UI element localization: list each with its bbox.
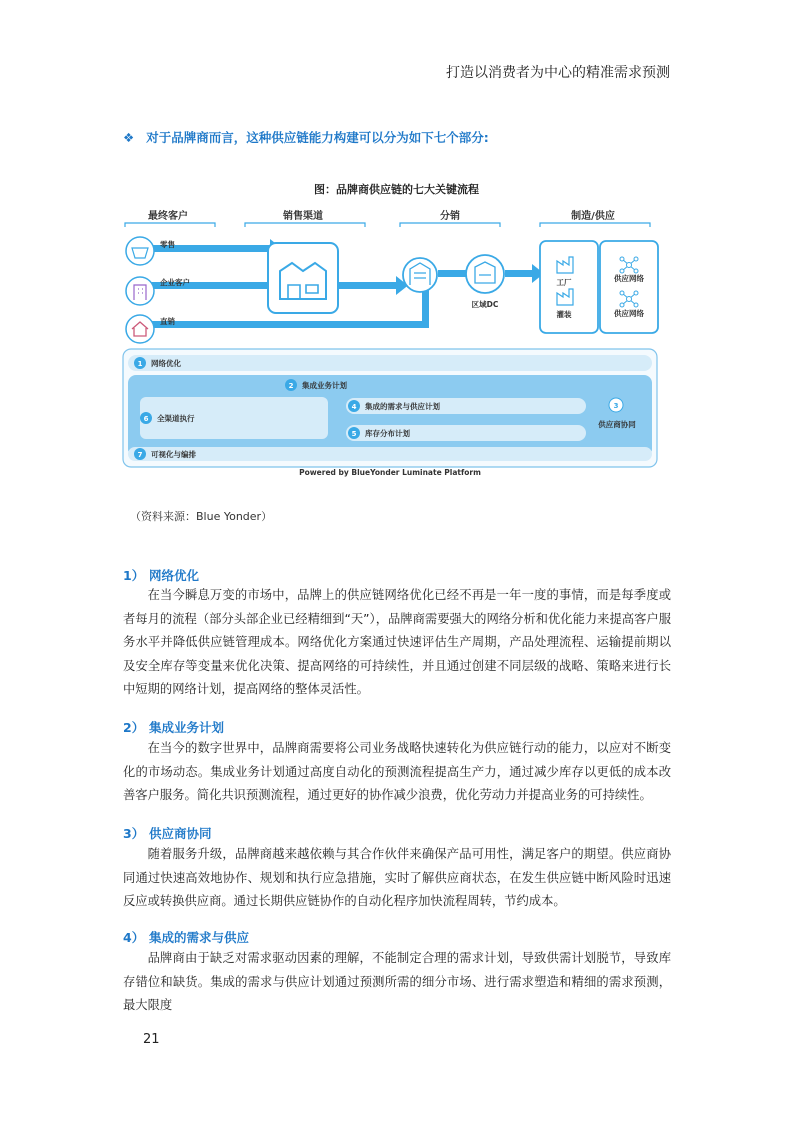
column-header: 分销 xyxy=(440,211,460,222)
process-number: 7 xyxy=(137,451,143,459)
page-number: 21 xyxy=(143,1032,160,1047)
process-label: 全渠道执行 xyxy=(157,414,195,423)
factory-label: 工厂 xyxy=(556,278,572,287)
process-number: 2 xyxy=(288,382,294,390)
sales-channel-box xyxy=(268,243,338,313)
supply-chain-diagram xyxy=(120,205,660,480)
dc-label: 区域DC xyxy=(471,300,499,309)
process-number: 5 xyxy=(351,430,357,438)
section-number: 3） xyxy=(123,826,145,841)
process-band xyxy=(128,355,652,371)
section-number: 4） xyxy=(123,930,145,945)
process-label: 集成的需求与供应计划 xyxy=(365,402,440,411)
section-title xyxy=(123,718,224,736)
figure-source: （资料来源：Blue Yonder） xyxy=(130,510,273,523)
process-label: 库存分布计划 xyxy=(365,429,410,438)
process-label: 集成业务计划 xyxy=(302,381,347,390)
process-number: 3 xyxy=(613,402,619,410)
distribution xyxy=(403,255,504,309)
process-label: 供应商协同 xyxy=(598,420,636,429)
bracket xyxy=(400,223,500,227)
powered-by: Powered by BlueYonder Luminate Platform xyxy=(299,468,481,477)
bracket xyxy=(245,223,365,227)
bracket xyxy=(540,223,650,227)
process-label: 网络优化 xyxy=(151,359,181,368)
section-number: 1） xyxy=(123,568,145,583)
factory-label: 灌装 xyxy=(556,310,572,319)
customer-label: 企业客户 xyxy=(160,278,190,287)
customer-label: 直销 xyxy=(160,317,175,326)
column-header: 制造/供应 xyxy=(571,211,615,222)
section-number: 2） xyxy=(123,720,145,735)
network-label: 供应网络 xyxy=(614,274,644,283)
intro-heading xyxy=(123,128,489,146)
bracket xyxy=(125,223,215,227)
section-title xyxy=(123,566,199,584)
column-header: 销售渠道 xyxy=(283,211,323,222)
process-number: 6 xyxy=(143,415,149,423)
column-header: 最终客户 xyxy=(148,211,188,222)
section-title-text: 集成业务计划 xyxy=(149,720,225,735)
customer-label: 零售 xyxy=(160,240,175,249)
section-title-text: 供应商协同 xyxy=(149,826,212,841)
section-title xyxy=(123,824,212,842)
section-title xyxy=(123,928,249,946)
network-label: 供应网络 xyxy=(614,309,644,318)
section-body: 品牌商由于缺乏对需求驱动因素的理解，不能制定合理的需求计划，导致供需计划脱节，导致库存错位和缺货。集成的需求与供应计划通过预测所需的细分市场、进行需求塑造和精细的需求预测，最大限度 xyxy=(123,951,671,1012)
section-body: 在当今的数字世界中，品牌商需要将公司业务战略快速转化为供应链行动的能力，以应对不断变化的市场动态。集成业务计划通过高度自动化的预测流程提高生产力，通过减少库存以更低的成本改善客户服务。简化共识预测流程，通过更好的协作减少浪费，优化劳动力并提高业务的可持续性。 xyxy=(123,741,671,802)
process-number: 4 xyxy=(351,403,357,411)
direct-icon xyxy=(126,315,154,343)
retail-icon xyxy=(126,237,154,265)
section-body: 随着服务升级，品牌商越来越依赖与其合作伙伴来确保产品可用性，满足客户的期望。供应商协同通过快速高效地协作、规划和执行应急措施，实时了解供应商状态，在发生供应链中断风险时迅速反应或转换供应商。通过长期供应链协作的自动化程序加快流程周转，节约成本。 xyxy=(123,847,671,908)
enterprise-icon xyxy=(126,277,154,305)
section-body: 在当今瞬息万变的市场中，品牌上的供应链网络优化已经不再是一年一度的事情，而是每季度或者每月的流程（部分头部企业已经精细到“天”），品牌商需要强大的网络分析和优化能力来提高客户服务水平并降低供应链管理成本。网络优化方案通过快速评估生产周期，产品处理流程、运输提前期以及安全库存等变量来优化决策、提高网络的可持续性，并且通过创建不同层级的战略、策略来进行长中短期的网络计划，提高网络的整体灵活性。 xyxy=(123,588,671,696)
process-panel xyxy=(123,349,657,477)
flow-bar xyxy=(148,321,428,328)
figure-title: 图：品牌商供应链的七大关键流程 xyxy=(314,183,479,196)
flow-bar xyxy=(438,270,466,277)
section-title-text: 集成的需求与供应 xyxy=(149,930,250,945)
regional-dc-icon xyxy=(466,255,504,293)
manufacturing-box xyxy=(540,241,658,333)
diamond-bullet-icon: ❖ xyxy=(123,130,135,145)
process-band xyxy=(128,447,652,461)
header-title: 打造以消费者为中心的精准需求预测 xyxy=(446,65,670,81)
process-label: 可视化与编排 xyxy=(151,450,196,459)
column-headers xyxy=(125,209,650,227)
intro-heading-text: 对于品牌商而言，这种供应链能力构建可以分为如下七个部分: xyxy=(146,130,489,145)
section-title-text: 网络优化 xyxy=(149,568,200,583)
process-number: 1 xyxy=(137,360,143,368)
